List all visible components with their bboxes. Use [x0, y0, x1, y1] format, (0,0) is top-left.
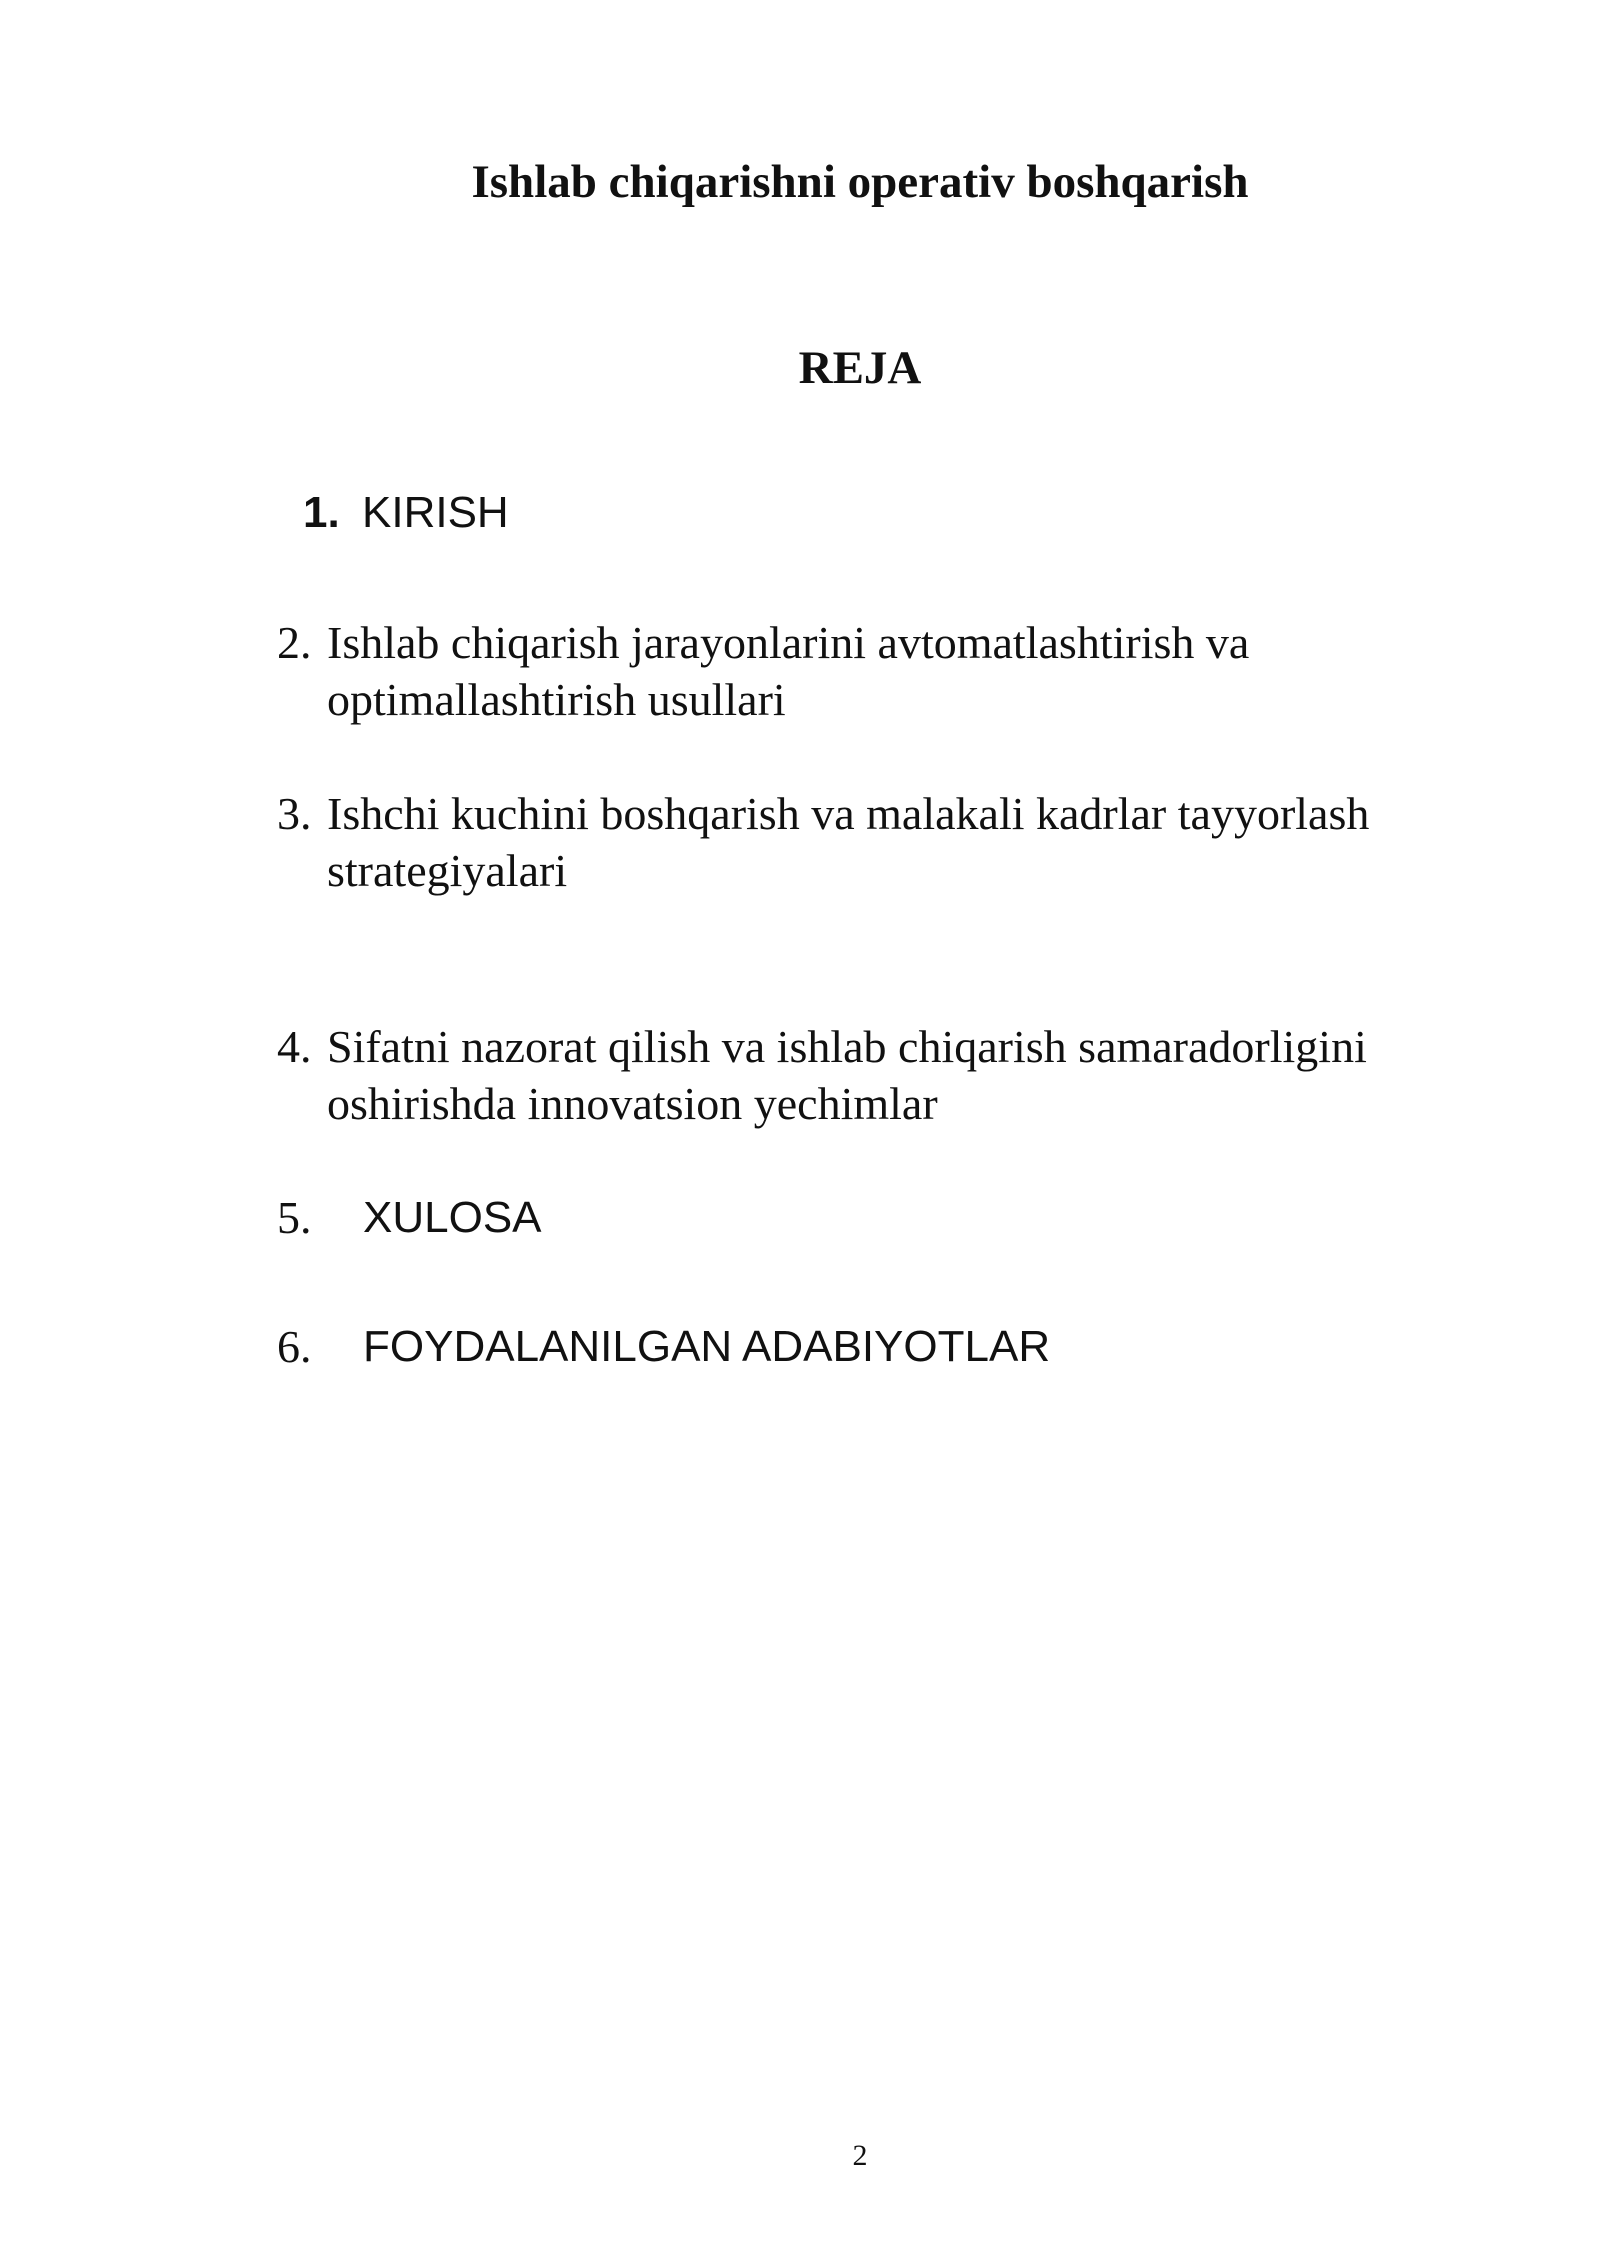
- document-title: Ishlab chiqarishni operativ boshqarish: [471, 156, 1249, 208]
- toc-item-text-continued: oshirishda innovatsion yechimlar: [327, 1078, 938, 1129]
- toc-item-number: 2.: [277, 617, 312, 668]
- toc-item-number: 4.: [277, 1021, 312, 1072]
- toc-item-text: Sifatni nazorat qilish va ishlab chiqarish samaradorligini: [327, 1021, 1367, 1072]
- toc-item-text: XULOSA: [363, 1193, 542, 1242]
- toc-item-number: 1.: [303, 488, 340, 537]
- toc-item-text-continued: optimallashtirish usullari: [327, 674, 786, 725]
- toc-item-text: KIRISH: [362, 488, 509, 537]
- toc-item-text: Ishchi kuchini boshqarish va malakali kadrlar tayyorlash: [327, 788, 1370, 839]
- toc-item-number: 6.: [277, 1321, 312, 1372]
- page-number: 2: [852, 2139, 868, 2172]
- toc-item-number: 5.: [277, 1192, 312, 1243]
- toc-item-text: Ishlab chiqarish jarayonlarini avtomatlashtirish va: [327, 617, 1250, 668]
- toc-item-number: 3.: [277, 788, 312, 839]
- plan-heading: REJA: [798, 342, 922, 394]
- toc-item-text: FOYDALANILGAN ADABIYOTLAR: [363, 1322, 1051, 1371]
- toc-item-text-continued: strategiyalari: [327, 845, 568, 896]
